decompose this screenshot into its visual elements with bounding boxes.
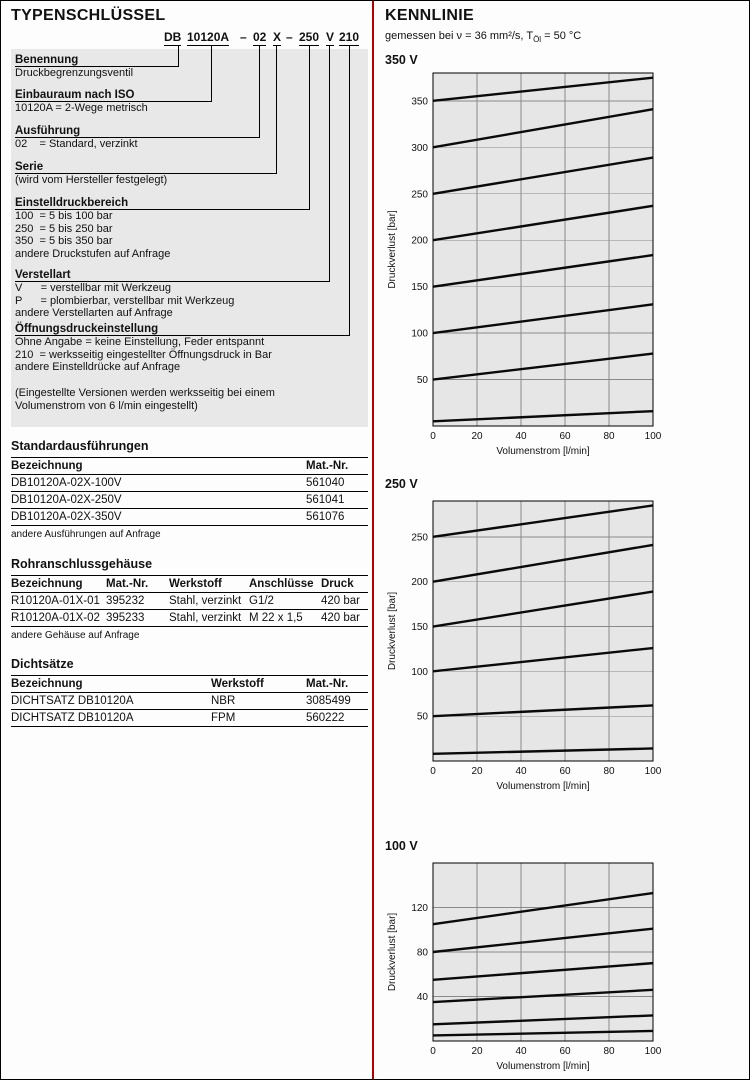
- ts-section-line: 350 = 5 bis 350 bar: [15, 235, 113, 247]
- chart-label-350v: 350 V: [385, 53, 418, 67]
- svg-text:Volumenstrom [l/min]: Volumenstrom [l/min]: [496, 1061, 590, 1072]
- typenschluessel-title: TYPENSCHLÜSSEL: [11, 7, 166, 24]
- standard-table-note: andere Ausführungen auf Anfrage: [11, 529, 161, 540]
- table-row: DB10120A-02X-250V 561041: [11, 492, 368, 509]
- gehaeuse-table: [11, 575, 368, 627]
- svg-text:0: 0: [430, 1046, 436, 1057]
- svg-text:40: 40: [515, 766, 527, 777]
- kennlinie-title: KENNLINIE: [385, 7, 474, 24]
- code-token-v: V: [326, 30, 335, 44]
- connector-line: [329, 45, 330, 282]
- table-row: DB10120A-02X-350V 561076: [11, 509, 368, 526]
- standard-table-title: Standardausführungen: [11, 439, 149, 453]
- ts-section-line: 100 = 5 bis 100 bar: [15, 210, 113, 222]
- table-row: DICHTSATZ DB10120A FPM 560222: [11, 710, 368, 727]
- svg-text:Druckverlust [bar]: Druckverlust [bar]: [387, 591, 398, 671]
- svg-text:60: 60: [559, 431, 571, 442]
- dichtsaetze-table-title: Dichtsätze: [11, 657, 74, 671]
- connector-line: [178, 45, 179, 67]
- gehaeuse-table-title: Rohranschlussgehäuse: [11, 557, 153, 571]
- ts-section-line: V = verstellbar mit Werkzeug: [15, 282, 171, 294]
- ts-section-ausfuehrung: Ausführung 02 = Standard, verzinkt: [15, 125, 259, 151]
- ts-section-benennung: Benennung Druckbegrenzungsventil: [15, 54, 178, 80]
- table-header-row: Bezeichnung Werkstoff Mat.-Nr.: [11, 676, 368, 693]
- svg-text:40: 40: [515, 1046, 527, 1057]
- svg-text:Volumenstrom [l/min]: Volumenstrom [l/min]: [496, 781, 590, 792]
- kennlinie-column: [385, 1, 745, 1080]
- chart-350v: [385, 67, 665, 465]
- svg-text:Volumenstrom [l/min]: Volumenstrom [l/min]: [496, 446, 590, 457]
- table-row: DICHTSATZ DB10120A NBR 3085499: [11, 693, 368, 710]
- standard-table-block: [11, 439, 368, 540]
- svg-text:100: 100: [644, 1046, 662, 1057]
- svg-text:Druckverlust [bar]: Druckverlust [bar]: [387, 210, 398, 289]
- svg-text:200: 200: [411, 235, 428, 247]
- ts-section-line: 250 = 5 bis 250 bar: [15, 222, 113, 235]
- svg-text:200: 200: [411, 577, 428, 589]
- svg-text:150: 150: [411, 282, 428, 294]
- chart-label-100v: 100 V: [385, 839, 418, 853]
- svg-text:0: 0: [430, 431, 436, 442]
- table-header-row: Bezeichnung Mat.-Nr. Werkstoff Anschlüsse Druck: [11, 576, 368, 593]
- code-token-x: X: [273, 30, 282, 44]
- svg-text:250: 250: [411, 189, 428, 201]
- svg-text:100: 100: [644, 766, 662, 777]
- ts-section-verstellart: Verstellart V = verstellbar mit Werkzeug P = plombierbar, verstellbar mit Werkzeug andere Verstellarten auf Anfrage: [15, 269, 329, 320]
- svg-text:20: 20: [471, 766, 483, 777]
- ts-section-line: Druckbegrenzungsventil: [15, 67, 134, 79]
- kennlinie-subtitle: gemessen bei ν = 36 mm²/s, $T_{Öl} = 50$ °C: [385, 30, 582, 45]
- ts-section-line: andere Einstelldrücke auf Anfrage: [15, 361, 181, 373]
- chart-250v: [385, 495, 665, 800]
- svg-text:80: 80: [603, 431, 615, 442]
- ts-section-serie: Serie (wird vom Hersteller festgelegt): [15, 161, 276, 187]
- table-row: R10120A-01X-02 395233 Stahl, verzinkt M 22 x 1,5 420 bar: [11, 610, 368, 627]
- svg-text:60: 60: [559, 1046, 571, 1057]
- ts-footnote: (Eingestellte Versionen werden werksseitig bei einem Volumenstrom von 6 l/min eingestellt): [15, 387, 275, 412]
- connector-line: [276, 45, 277, 174]
- svg-text:60: 60: [559, 766, 571, 777]
- connector-line: [211, 45, 212, 102]
- ts-section-line: andere Verstellarten auf Anfrage: [15, 307, 173, 319]
- svg-text:80: 80: [603, 766, 615, 777]
- svg-text:250: 250: [411, 532, 428, 544]
- connector-line: [349, 45, 350, 336]
- ts-section-oeffnungsdruck: Öffnungsdruckeinstellung Ohne Angabe = keine Einstellung, Feder entspannt 210 = werksseitig eingestellter Öffnungsdruck in Bar andere Einstelldrücke auf Anfrage: [15, 323, 349, 374]
- ts-section-einstelldruckbereich: Einstelldruckbereich 100 = 5 bis 100 bar 250 = 5 bis 250 bar 350 = 5 bis 350 bar andere Druckstufen auf Anfrage: [15, 197, 309, 260]
- chart-100v: [385, 857, 665, 1080]
- svg-text:Druckverlust [bar]: Druckverlust [bar]: [387, 912, 398, 992]
- svg-text:80: 80: [416, 947, 428, 959]
- code-token-250: 250: [299, 30, 320, 44]
- svg-text:0: 0: [430, 766, 436, 777]
- ts-section-line: 10120A = 2-Wege metrisch: [15, 102, 148, 114]
- table-row: DB10120A-02X-100V 561040: [11, 475, 368, 492]
- standard-table: [11, 457, 368, 526]
- svg-text:50: 50: [416, 711, 428, 723]
- svg-text:40: 40: [416, 992, 428, 1003]
- code-token-db: DB: [164, 30, 182, 44]
- code-dash: –: [286, 30, 293, 44]
- svg-text:40: 40: [515, 431, 527, 442]
- svg-text:80: 80: [603, 1046, 615, 1057]
- ts-section-line: 02 = Standard, verzinkt: [15, 138, 138, 150]
- ts-section-line: Ohne Angabe = keine Einstellung, Feder entspannt: [15, 336, 265, 348]
- svg-text:150: 150: [411, 622, 428, 634]
- svg-text:20: 20: [471, 1046, 483, 1057]
- dichtsaetze-table: [11, 675, 368, 727]
- code-token-210: 210: [339, 30, 360, 44]
- dichtsaetze-table-block: [11, 657, 368, 727]
- chart-label-250v: 250 V: [385, 477, 418, 491]
- typenschluessel-column: [11, 1, 371, 1080]
- svg-text:350: 350: [411, 96, 428, 108]
- table-header-row: Bezeichnung Mat.-Nr.: [11, 458, 368, 475]
- svg-text:120: 120: [411, 903, 428, 914]
- code-dash: –: [240, 30, 247, 44]
- ts-section-line: P = plombierbar, verstellbar mit Werkzeug: [15, 294, 235, 307]
- connector-line: [259, 45, 260, 138]
- svg-text:100: 100: [411, 666, 428, 678]
- ts-section-einbauraum: Einbauraum nach ISO 10120A = 2-Wege metrisch: [15, 89, 211, 115]
- gehaeuse-table-note: andere Gehäuse auf Anfrage: [11, 630, 140, 641]
- svg-text:100: 100: [644, 431, 662, 442]
- ts-section-line: 210 = werksseitig eingestellter Öffnungsdruck in Bar: [15, 348, 272, 361]
- connector-line: [309, 45, 310, 210]
- svg-text:50: 50: [416, 375, 428, 387]
- typecode-legend-box: [11, 49, 368, 427]
- svg-text:100: 100: [411, 328, 428, 340]
- svg-text:20: 20: [471, 431, 483, 442]
- table-row: R10120A-01X-01 395232 Stahl, verzinkt G1/2 420 bar: [11, 593, 368, 610]
- code-token-10120a: 10120A: [187, 30, 230, 44]
- gehaeuse-table-block: [11, 557, 368, 641]
- red-divider: [372, 1, 374, 1080]
- ts-section-line: (wird vom Hersteller festgelegt): [15, 174, 168, 186]
- svg-text:300: 300: [411, 142, 428, 154]
- ts-section-line: andere Druckstufen auf Anfrage: [15, 247, 171, 260]
- code-token-02: 02: [253, 30, 267, 44]
